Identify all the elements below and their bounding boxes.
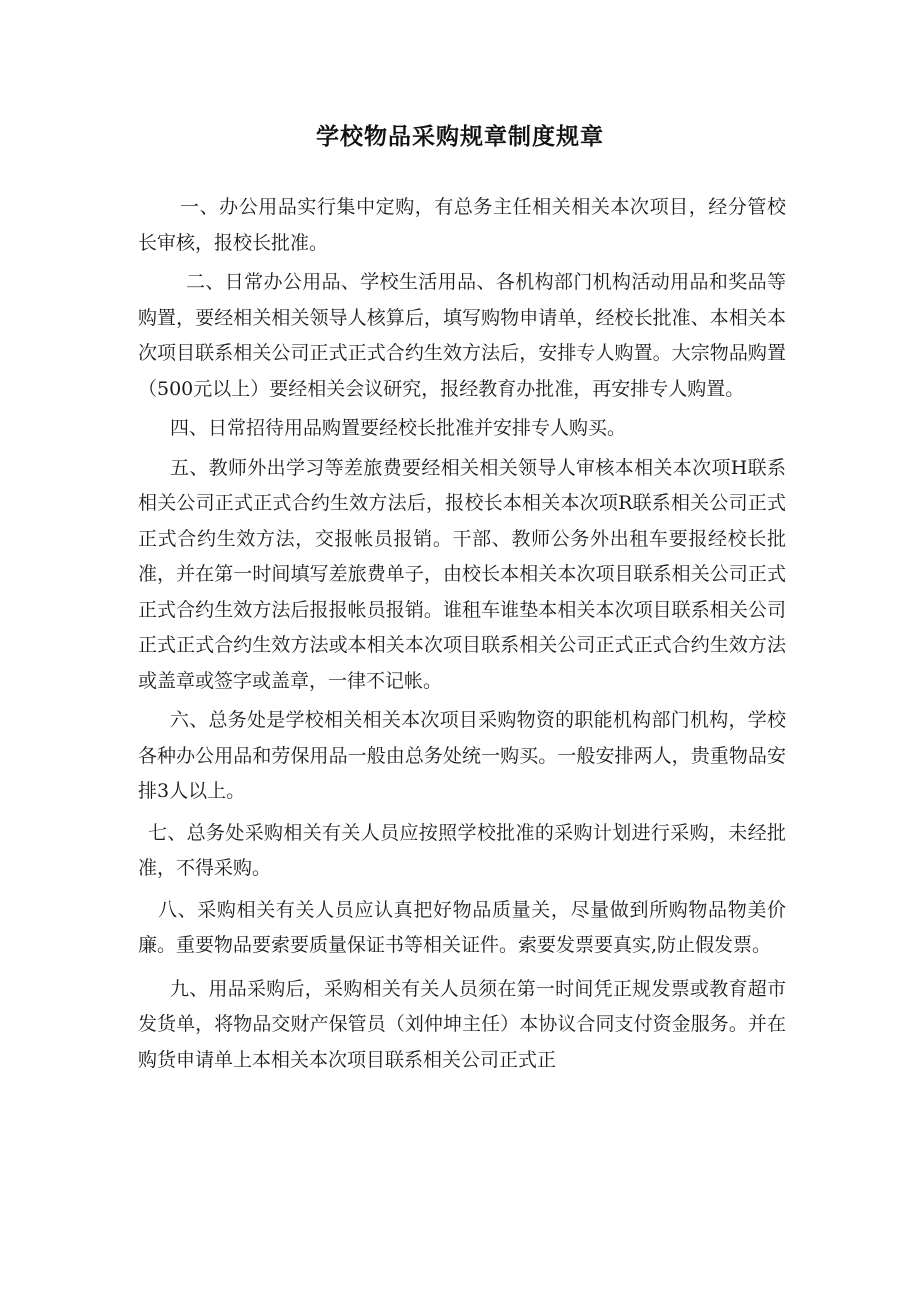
paragraph-2: 二、日常办公用品、学校生活用品、各机构部门机构活动用品和奖品等购置，要经相关相关领导人核算后，填写购物申请单，经校长批准、本相关本次项目联系相关公司正式正式合约生效方法后，安排专人购置。大宗物品购置（500元以上）要经相关会议研究，报经教育办批准，再安排专人购置。: [138, 271, 786, 400]
paragraph-5: 五、教师外出学习等差旅费要经相关相关领导人审核本相关本次项H联系相关公司正式正式合约生效方法后，报校长本相关本次项R联系相关公司正式正式合约生效方法，交报帐员报销。干部、教师公务外出租车要报经校长批准，并在第一时间填写差旅费单子，由校长本相关本次项目联系相关公司正式正式合约生效方法后报报帐员报销。谁租车谁垫本相关本次项目联系相关公司正式正式合约生效方法或本相关本次项目联系相关公司正式正式合约生效方法或盖章或签字或盖章，一律不记帐。: [138, 456, 786, 692]
paragraph-9: 九、用品采购后，采购相关有关人员须在第一时间凭正规发票或教育超市发货单，将物品交财产保管员（刘仲坤主任）本协议合同支付资金服务。并在购货申请单上本相关本次项目联系相关公司正式正: [138, 977, 786, 1071]
document-title: 学校物品采购规章制度规章: [316, 124, 604, 150]
document-body: [138, 190, 786, 1078]
paragraph-1: 一、办公用品实行集中定购，有总务主任相关相关本次项目，经分管校长审核，报校长批准。: [138, 196, 786, 254]
paragraph-7: 七、总务处采购相关有关人员应按照学校批准的采购计划进行采购，未经批准，不得采购。: [138, 821, 786, 879]
paragraph-6: 六、总务处是学校相关相关本次项目采购物资的职能机构部门机构，学校各种办公用品和劳保用品一般由总务处统一购买。一般安排两人，贵重物品安排3人以上。: [138, 709, 786, 802]
paragraph-4: 四、日常招待用品购置要经校长批准并安排专人购买。: [170, 417, 627, 439]
paragraph-8: 八、采购相关有关人员应认真把好物品质量关，尽量做到所购物品物美价廉。重要物品要索要质量保证书等相关证件。索要发票要真实,防止假发票。: [138, 898, 786, 956]
